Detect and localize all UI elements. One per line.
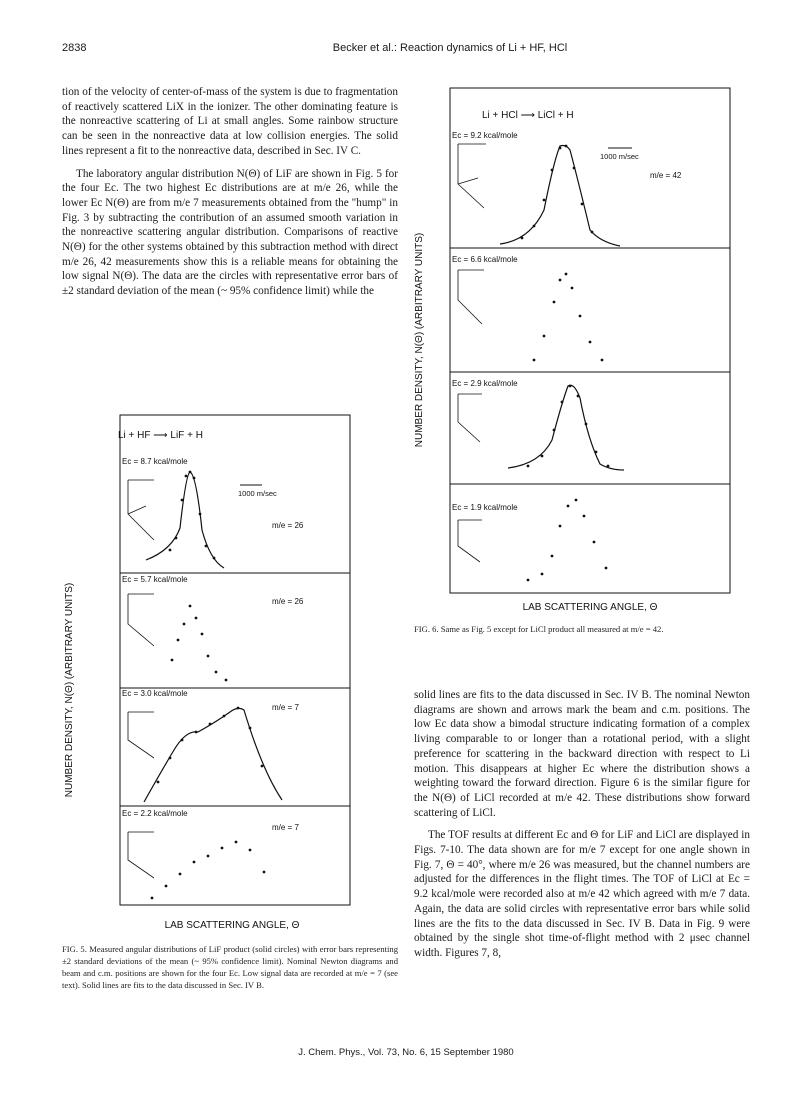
fig5-reaction-label: Li + HF ⟶ LiF + H bbox=[118, 430, 203, 441]
fig5-x-axis-label: LAB SCATTERING ANGLE, Θ bbox=[164, 920, 300, 931]
fig5-y-axis-label: NUMBER DENSITY, N(Θ) (ARBITRARY UNITS) bbox=[64, 582, 75, 798]
fig5-frame bbox=[120, 415, 350, 905]
page-footer: J. Chem. Phys., Vol. 73, No. 6, 15 September 1980 bbox=[298, 1047, 514, 1058]
fig5-panel4-mass: m/e = 7 bbox=[272, 823, 299, 832]
fig5-panel1-plot bbox=[146, 471, 224, 568]
fig5-panel4-plot bbox=[151, 841, 266, 900]
fig5-panel3-energy: Ec = 3.0 kcal/mole bbox=[122, 689, 188, 698]
fig6-velocity-scale-label: 1000 m/sec bbox=[600, 152, 639, 161]
fig5-velocity-scale-label: 1000 m/sec bbox=[238, 489, 277, 498]
fig5-panel1-energy: Ec = 8.7 kcal/mole bbox=[122, 457, 188, 466]
left-column-text bbox=[62, 85, 398, 307]
right-paragraph-2: The TOF results at different Ec and Θ for LiF and LiCl are displayed in Figs. 7-10. The data shown are for m/e 7 except for one angle shown in Fig. 7, Θ = 40°, where m/e 26 was measured, but the channel numbers are adjusted for the differences in the flight times. The TOF of LiCl at Ec = 9.2 kcal/mole were recorded also at m/e 42 which agreed with m/e 7 data. Again, the data are solid circles with representative error bars while solid lines are the fits to the data discussed in Sec. IV B. Data in Fig. 9 were obtained by the single shot time-of-flight method with 2 μsec channel width. Figures 7, 8, bbox=[414, 829, 750, 959]
fig6-newton-diagrams bbox=[458, 144, 486, 562]
right-paragraph-1: solid lines are fits to the data discussed in Sec. IV B. The nominal Newton diagrams are shown and arrows mark the beam and c.m. positions. The low Ec data show a bimodal structure indicating formation of a complex living comparable to or longer than a rotational period, with a slight preference for scattering in the backward direction with respect to Li motion. This disappears at higher Ec where the distribution shows a weighting toward the forward direction. Figure 6 is the similar figure for the N(Θ) of LiCl recorded at m/e 42. These distributions show forward scattering of LiCl. bbox=[414, 689, 750, 819]
fig6-panel2-plot bbox=[533, 273, 604, 362]
fig5-panel2-plot bbox=[171, 605, 228, 682]
fig6-x-axis-label: LAB SCATTERING ANGLE, Θ bbox=[522, 602, 658, 613]
fig6-panel4-plot bbox=[527, 499, 608, 582]
fig5-panel1-mass: m/e = 26 bbox=[272, 521, 304, 530]
fig6-y-axis-label: NUMBER DENSITY, N(Θ) (ARBITRARY UNITS) bbox=[414, 232, 425, 448]
fig5-panel4-energy: Ec = 2.2 kcal/mole bbox=[122, 809, 188, 818]
page-number: 2838 bbox=[62, 42, 87, 54]
fig5-newton-diagrams bbox=[128, 480, 154, 878]
fig5-caption: FIG. 5. Measured angular distributions of LiF product (solid circles) with error bars representing ±2 standard deviations of the mean (~ 95% confidence limit). Nominal Newton diagrams and beam and c.m. positions are shown for the four Ec. Low signal data are recorded at m/e = 7 (see text). Solid lines are fits to the data discussed in Sec. IV B. bbox=[62, 944, 398, 990]
fig6-mass-label: m/e = 42 bbox=[650, 171, 682, 180]
fig6-frame bbox=[450, 88, 730, 593]
fig6-panel1-energy: Ec = 9.2 kcal/mole bbox=[452, 131, 518, 140]
fig6-panel4-energy: Ec = 1.9 kcal/mole bbox=[452, 503, 518, 512]
fig6-panel3-energy: Ec = 2.9 kcal/mole bbox=[452, 379, 518, 388]
left-paragraph-1: tion of the velocity of center-of-mass of the system is due to fragmentation of reactively scattered LiX in the ionizer. The other dominating feature is the nonreactive scattering of Li at small angles. Some rainbow structure can be seen in the nonreactive data at low collision energies. The solid lines represent a fit to the nonreactive data, described in Sec. IV C. bbox=[62, 86, 398, 157]
right-column-text bbox=[414, 688, 750, 969]
fig6-panel-dividers bbox=[450, 248, 730, 484]
figure-6 bbox=[410, 80, 750, 620]
fig5-panel3-mass: m/e = 7 bbox=[272, 703, 299, 712]
running-title: Becker et al.: Reaction dynamics of Li + HF, HCl bbox=[332, 42, 568, 54]
fig5-panel2-mass: m/e = 26 bbox=[272, 597, 304, 606]
left-paragraph-2: The laboratory angular distribution N(Θ) of LiF are shown in Fig. 5 for the four Ec. The two highest Ec distributions are at m/e 26, while the lower Ec N(Θ) are from m/e 7 measurements obtained from the "hump" in Fig. 3 by subtracting the contribution of an assumed smooth variation in the nonreactive scattering angular distribution. Comparisons of reactive N(Θ) for the other systems obtained by this subtraction method with direct m/e 26, 42 measurements show this is a reliable means for obtaining the low signal N(Θ). The data are the circles with representative error bars of ±2 standard deviation of the mean (~ 95% confidence limit) while the bbox=[62, 167, 398, 298]
fig6-caption: FIG. 6. Same as Fig. 5 except for LiCl product all measured at m/e = 42. bbox=[414, 624, 664, 634]
fig6-panel3-plot bbox=[508, 385, 624, 470]
fig6-reaction-label: Li + HCl ⟶ LiCl + H bbox=[482, 110, 574, 121]
fig5-panel2-energy: Ec = 5.7 kcal/mole bbox=[122, 575, 188, 584]
fig5-panel3-plot bbox=[144, 707, 282, 802]
figure-5 bbox=[62, 410, 402, 940]
fig6-panel2-energy: Ec = 6.6 kcal/mole bbox=[452, 255, 518, 264]
